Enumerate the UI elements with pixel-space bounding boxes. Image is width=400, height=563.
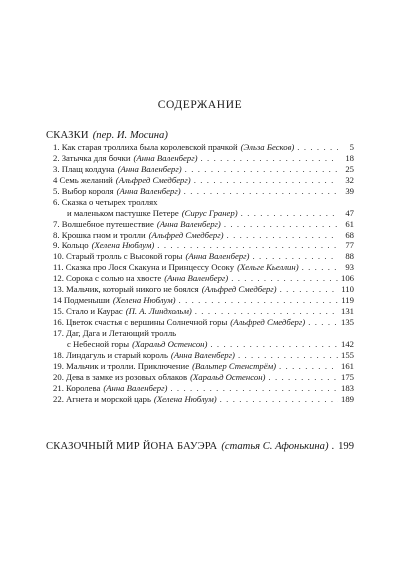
toc-entry <box>53 186 354 197</box>
entry-title: и маленьком пастушке Петере <box>67 207 179 218</box>
entry-author: (Альфред Смедберг) <box>115 174 191 185</box>
page-number: 47 <box>345 207 354 218</box>
toc-entry <box>53 306 354 317</box>
toc-entry <box>53 295 354 306</box>
entry-title: 7. Волшебное путешествие <box>53 218 154 229</box>
toc-entry <box>53 339 354 350</box>
toc-entry <box>53 262 354 273</box>
entry-author: (Анна Валенберг) <box>185 251 250 262</box>
entry-author: (Хелена Нюблум) <box>112 295 176 306</box>
entry-title: 15. Стало и Каурас <box>53 306 123 317</box>
page-number: 142 <box>340 338 354 349</box>
dot-leader <box>220 394 338 405</box>
dot-leader <box>308 317 338 328</box>
toc-title: СОДЕРЖАНИЕ <box>157 99 243 111</box>
entry-title: 10. Старый тролль с Высокой горы <box>53 251 183 262</box>
dot-leader <box>201 153 338 164</box>
entry-author: (Анна Валенберг) <box>117 163 182 174</box>
toc-entries <box>53 142 354 405</box>
page-number: 93 <box>345 262 354 273</box>
entry-title: 3. Плащ колдуна <box>53 163 115 174</box>
section-fairy-tales <box>46 129 354 405</box>
page-number: 61 <box>345 218 354 229</box>
dot-leader <box>231 273 338 284</box>
section-heading <box>46 129 354 142</box>
entry-author: (Вальтер Стенстрём) <box>192 360 277 371</box>
page-number: 25 <box>345 163 354 174</box>
entry-title: 11. Сказка про Лося Скакуна и Принцессу Осоку <box>53 262 235 273</box>
toc-entry <box>53 317 354 328</box>
section-heading-author: (статья С. Афонькина) <box>221 441 329 452</box>
dot-leader <box>302 262 338 273</box>
page-number: 77 <box>345 240 354 251</box>
toc-entry <box>53 240 354 251</box>
entry-title: 20. Дева в замке из розовых облаков <box>53 371 188 382</box>
dot-leader <box>227 230 338 241</box>
toc-entry <box>53 372 354 383</box>
toc-entry <box>53 164 354 175</box>
entry-title: 14 Подменыши <box>53 295 110 306</box>
entry-author: (Эльза Бесков) <box>240 142 295 152</box>
page-number: 110 <box>341 284 354 295</box>
page-number: 32 <box>345 174 354 185</box>
dot-leader <box>157 240 338 251</box>
dot-leader <box>184 186 338 197</box>
entry-title: с Небесной горы <box>67 338 130 349</box>
dot-leader <box>224 219 338 230</box>
entry-title: 22. Агнета и морской царь <box>53 393 151 404</box>
entry-title: 6. Сказка о четырех троллях <box>53 196 158 207</box>
entry-author: (Харальд Остенсон) <box>190 371 266 382</box>
entry-title: 16. Цветок счастья с вершины Солнечной горы <box>53 317 228 327</box>
toc-entry <box>53 219 354 230</box>
dot-leader <box>297 142 338 153</box>
dot-leader <box>238 350 338 361</box>
section-heading-text: СКАЗОЧНЫЙ МИР ЙОНА БАУЭРА <box>46 441 218 452</box>
toc-entry <box>53 251 354 262</box>
dot-leader <box>195 306 338 317</box>
entry-author: (Альфред Смедберг) <box>201 284 277 295</box>
page-number: 119 <box>341 295 354 306</box>
toc-entry <box>53 153 354 164</box>
section-heading <box>46 440 354 453</box>
page-number: 5 <box>349 142 354 152</box>
toc-entry <box>53 208 354 219</box>
toc-entry <box>53 284 354 295</box>
toc-entry <box>53 394 354 405</box>
dot-leader <box>331 440 335 453</box>
dot-leader <box>179 295 338 306</box>
entry-author: (Анна Валенберг) <box>156 218 221 229</box>
entry-author: (Анна Валенберг) <box>164 273 229 284</box>
toc-entry <box>53 350 354 361</box>
entry-author: (Анна Валенберг) <box>116 185 181 196</box>
entry-author: (П. А. Линдхольм) <box>125 306 192 317</box>
toc-entry <box>53 175 354 186</box>
entry-title: 21. Королева <box>53 382 101 393</box>
section-heading-translator: (пер. И. Мосина) <box>92 130 168 141</box>
entry-title: 17. Даг, Дага и Летающий тролль <box>53 327 177 338</box>
entry-author: (Альфред Смедберг) <box>230 317 306 327</box>
page-number: 131 <box>340 306 354 317</box>
entry-author: (Альфред Смедберг) <box>148 229 224 240</box>
entry-author: (Сирус Гранер) <box>181 207 238 218</box>
entry-title: 4 Семь желаний <box>53 174 113 185</box>
page-number: 18 <box>345 152 354 163</box>
entry-title: 8. Крошка гном и тролли <box>53 229 146 240</box>
page-number: 88 <box>345 251 354 262</box>
entry-title: 13. Мальчик, который никого не боялся <box>53 284 199 295</box>
dot-leader <box>268 372 338 383</box>
entry-title: 2. Затычка для бочки <box>53 152 131 163</box>
entry-author: (Харальд Остенсон) <box>132 338 208 349</box>
page-number: 135 <box>340 317 354 327</box>
page-number: 106 <box>340 273 354 284</box>
page-number: 183 <box>340 382 354 393</box>
entry-title: 1. Как старая троллиха была королевской прачкой <box>53 142 238 152</box>
toc-entry <box>53 197 354 208</box>
dot-leader <box>170 383 338 394</box>
entry-author: (Анна Валенберг) <box>133 152 198 163</box>
toc-entry <box>53 361 354 372</box>
entry-author: (Хелена Нюблум) <box>153 393 217 404</box>
entry-author: (Хелена Нюблум) <box>91 240 155 251</box>
entry-title: 18. Линдагуль и старый король <box>53 349 168 360</box>
section-essay <box>46 440 354 453</box>
page-number: 189 <box>340 393 354 404</box>
entry-author: (Анна Валенберг) <box>103 382 168 393</box>
dot-leader <box>210 339 338 350</box>
dot-leader <box>241 208 338 219</box>
entry-title: 19. Мальчик и тролли. Приключение <box>53 360 190 371</box>
page-number: 155 <box>340 349 354 360</box>
page-number: 161 <box>340 360 354 371</box>
section-heading-text: СКАЗКИ <box>46 130 89 141</box>
toc-entry <box>53 383 354 394</box>
dot-leader <box>279 361 338 372</box>
dot-leader <box>194 175 338 186</box>
dot-leader <box>280 284 338 295</box>
entry-author: (Хельге Кьеллин) <box>237 262 299 273</box>
toc-entry <box>53 328 354 339</box>
page-number: 39 <box>345 185 354 196</box>
dot-leader <box>252 251 338 262</box>
entry-title: 12. Сорока с солью на хвосте <box>53 273 162 284</box>
page-number: 199 <box>338 441 354 452</box>
dot-leader <box>185 164 338 175</box>
page-number: 175 <box>340 371 354 382</box>
entry-title: 5. Выбор короля <box>53 185 114 196</box>
toc-entry <box>53 230 354 241</box>
entry-title: 9. Кольцо <box>53 240 89 251</box>
page-number: 68 <box>345 229 354 240</box>
entry-author: (Анна Валенберг) <box>170 349 235 360</box>
toc-entry <box>53 273 354 284</box>
toc-entry <box>53 142 354 153</box>
